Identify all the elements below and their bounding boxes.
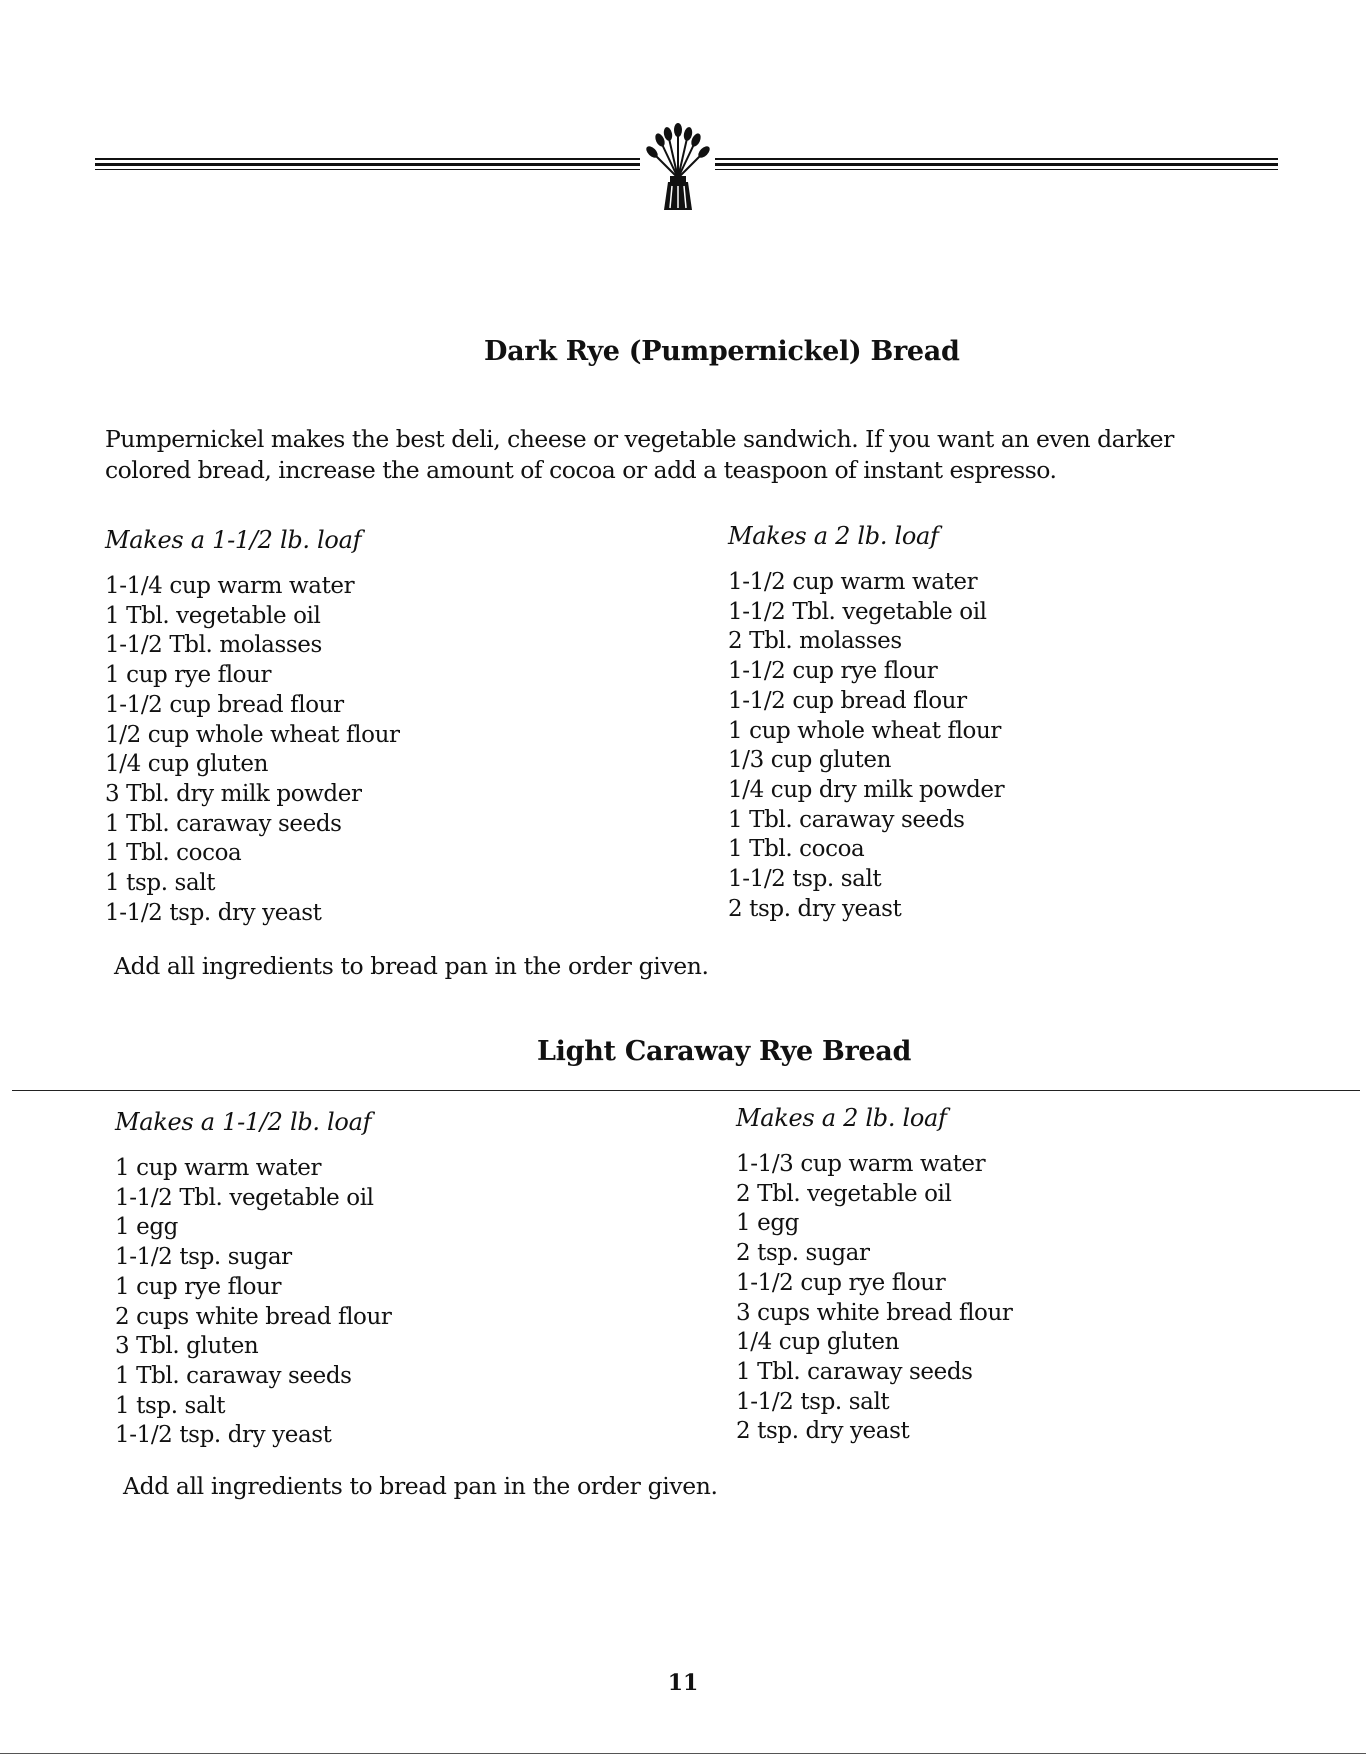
ingredient-list — [728, 568, 1004, 924]
ingredient-item: 2 tsp. sugar — [736, 1240, 870, 1267]
ingredient-item: 1/4 cup gluten — [736, 1329, 900, 1356]
ingredient-list — [736, 1150, 1013, 1447]
ingredient-item: 1-1/2 cup warm water — [728, 569, 978, 595]
ingredient-item: 1-1/3 cup warm water — [736, 1151, 986, 1177]
loaf-size-heading: Makes a 2 lb. loaf — [728, 522, 939, 550]
loaf-size-heading: Makes a 1-1/2 lb. loaf — [115, 1108, 372, 1136]
ingredient-item: 1-1/2 tsp. sugar — [115, 1244, 292, 1271]
section-divider — [12, 1090, 1360, 1091]
dark-rye-large-loaf-column — [728, 522, 1004, 924]
ingredient-item: 1 cup rye flour — [105, 662, 272, 689]
ingredient-item: 1-1/2 Tbl. molasses — [105, 632, 322, 659]
ingredient-item: 1/4 cup dry milk powder — [728, 776, 1005, 803]
ingredient-item: 1 Tbl. caraway seeds — [728, 806, 965, 833]
ingredient-item: 1-1/2 tsp. dry yeast — [115, 1422, 332, 1449]
ingredient-item: 1 egg — [736, 1210, 800, 1237]
recipe-instruction: Add all ingredients to bread pan in the order given. — [114, 952, 709, 980]
ingredient-item: 1-1/2 tsp. dry yeast — [105, 899, 322, 926]
loaf-size-heading: Makes a 1-1/2 lb. loaf — [105, 526, 362, 554]
loaf-size-heading: Makes a 2 lb. loaf — [736, 1104, 947, 1132]
ingredient-item: 1-1/2 Tbl. vegetable oil — [728, 598, 987, 625]
ingredient-item: 1-1/2 tsp. salt — [728, 866, 882, 893]
ingredient-item: 1 Tbl. vegetable oil — [105, 602, 321, 629]
ingredient-item: 2 tsp. dry yeast — [736, 1418, 910, 1445]
ingredient-item: 2 Tbl. molasses — [728, 628, 902, 655]
ingredient-item: 1-1/2 cup bread flour — [728, 687, 967, 714]
caraway-rye-large-loaf-column — [736, 1104, 1013, 1447]
ingredient-item: 1 tsp. salt — [115, 1392, 226, 1419]
page-number: 11 — [667, 1670, 699, 1696]
recipe-title-light-caraway-rye: Light Caraway Rye Bread — [537, 1036, 912, 1067]
ingredient-item: 1 Tbl. caraway seeds — [115, 1362, 352, 1389]
ingredient-item: 1-1/4 cup warm water — [105, 573, 355, 599]
ingredient-item: 1 Tbl. caraway seeds — [736, 1358, 973, 1385]
page-bottom-edge — [0, 1753, 1366, 1754]
ingredient-item: 2 cups white bread flour — [115, 1303, 392, 1330]
ingredient-item: 3 cups white bread flour — [736, 1299, 1013, 1326]
ingredient-item: 2 tsp. dry yeast — [728, 895, 902, 922]
ingredient-item: 3 Tbl. dry milk powder — [105, 780, 362, 807]
ingredient-item: 2 Tbl. vegetable oil — [736, 1180, 952, 1207]
header-rule-right — [715, 158, 1278, 172]
recipe-instruction: Add all ingredients to bread pan in the order given. — [123, 1472, 718, 1500]
ingredient-item: 1-1/2 cup bread flour — [105, 691, 344, 718]
ingredient-item: 1 cup whole wheat flour — [728, 717, 1001, 744]
ingredient-item: 3 Tbl. gluten — [115, 1333, 259, 1360]
ingredient-item: 1 tsp. salt — [105, 870, 216, 897]
ingredient-item: 1/3 cup gluten — [728, 747, 892, 774]
ingredient-item: 1 cup warm water — [115, 1155, 322, 1181]
ingredient-item: 1-1/2 tsp. salt — [736, 1388, 890, 1415]
caraway-rye-small-loaf-column — [115, 1108, 392, 1451]
ingredient-item: 1/2 cup whole wheat flour — [105, 721, 400, 748]
dark-rye-small-loaf-column — [105, 526, 400, 928]
ingredient-item: 1 cup rye flour — [115, 1273, 282, 1300]
header-rule-left — [95, 158, 640, 172]
ingredient-item: 1-1/2 cup rye flour — [728, 658, 938, 685]
wheat-sheaf-icon — [630, 118, 726, 214]
ingredient-list — [105, 572, 400, 928]
ingredient-item: 1-1/2 cup rye flour — [736, 1269, 946, 1296]
ingredient-item: 1-1/2 Tbl. vegetable oil — [115, 1184, 374, 1211]
ingredient-item: 1/4 cup gluten — [105, 751, 269, 778]
recipe-title-dark-rye: Dark Rye (Pumpernickel) Bread — [484, 336, 960, 367]
ingredient-item: 1 egg — [115, 1214, 179, 1241]
recipe-intro: Pumpernickel makes the best deli, cheese or vegetable sandwich. If you want an even darker colored bread, increase the amount of cocoa or add a teaspoon of instant espresso. — [105, 425, 1174, 484]
ingredient-item: 1 Tbl. cocoa — [728, 836, 865, 863]
ingredient-item: 1 Tbl. cocoa — [105, 840, 242, 867]
ingredient-item: 1 Tbl. caraway seeds — [105, 810, 342, 837]
ingredient-list — [115, 1154, 392, 1451]
